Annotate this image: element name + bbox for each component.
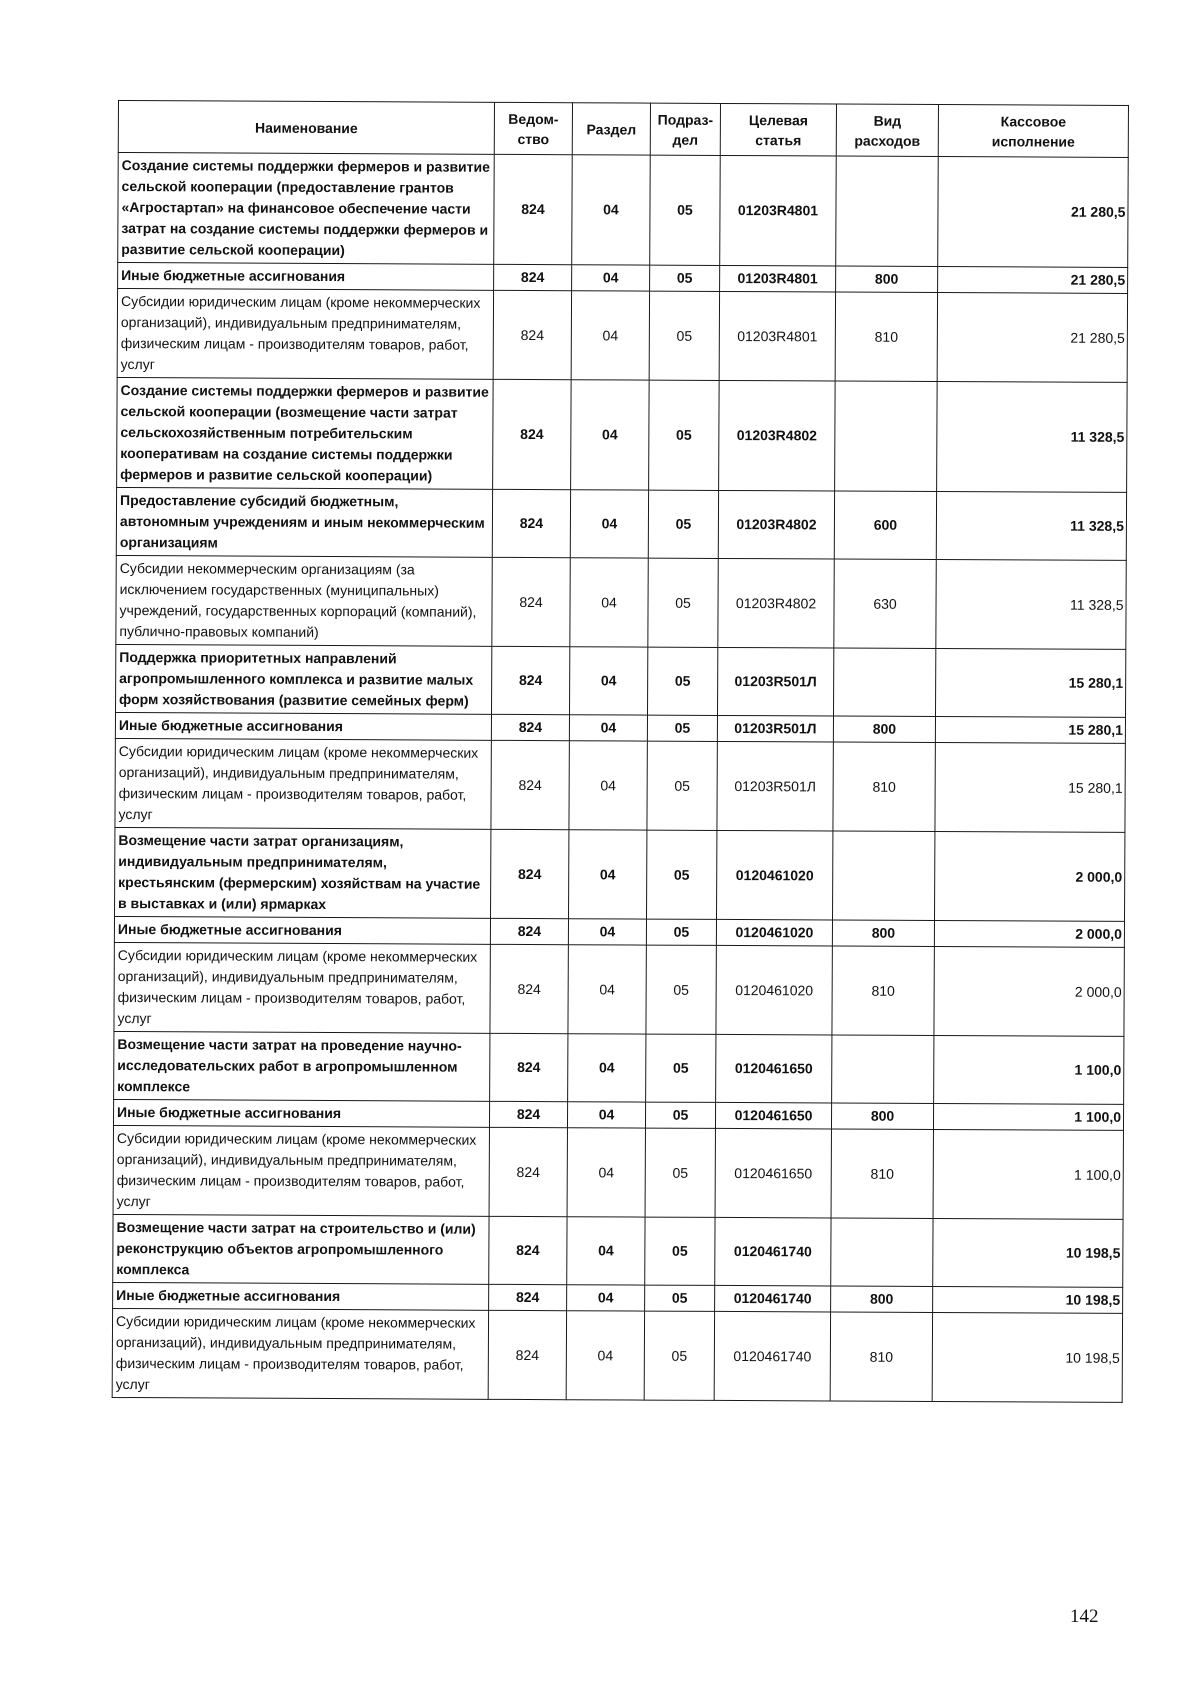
table-row — [117, 377, 1128, 492]
subsection-cell: 05 — [644, 1311, 714, 1400]
table-body — [112, 153, 1128, 1403]
expense-type-cell: 810 — [831, 1129, 933, 1218]
target-article-cell: 01203R4801 — [720, 155, 837, 266]
expense-type-cell: 810 — [833, 742, 935, 831]
section-cell: 04 — [569, 715, 647, 741]
target-article-cell: 01203R4802 — [718, 490, 834, 559]
row-name-cell: Возмещение части затрат организациям, индивидуальным предпринимателям, крестьянским (фермерским) хозяйствам на участие в выставках и (или) ярмарках — [115, 827, 491, 918]
cash-execution-cell: 21 280,5 — [937, 293, 1127, 383]
row-name-cell: Субсидии юридическим лицам (кроме некоммерческих организаций), индивидуальным предпринимателям, физическим лицам - производителям товаров, работ, услуг — [114, 942, 490, 1033]
expense-type-cell: 810 — [835, 292, 937, 381]
table-row — [113, 1125, 1123, 1219]
section-cell: 04 — [568, 919, 646, 945]
header-subsection: Подраз- дел — [650, 103, 720, 155]
department-cell: 824 — [489, 1284, 567, 1310]
cash-execution-cell: 21 280,5 — [938, 267, 1128, 294]
header-target-article: Целевая статья — [720, 103, 836, 156]
expense-type-cell: 800 — [832, 920, 934, 946]
cash-execution-cell: 10 198,5 — [933, 1218, 1123, 1287]
department-cell: 824 — [491, 740, 569, 829]
department-cell: 824 — [494, 154, 573, 264]
department-cell: 824 — [489, 1127, 567, 1216]
expense-type-cell — [831, 1218, 933, 1286]
row-name-cell: Возмещение части затрат на строительство и (или) реконструкцию объектов агропромышленного комплекса — [113, 1214, 489, 1284]
target-article-cell: 01203R501Л — [717, 647, 833, 716]
department-cell: 824 — [490, 944, 568, 1033]
target-article-cell: 0120461650 — [715, 1102, 831, 1129]
section-cell: 04 — [572, 155, 651, 265]
table-row — [112, 1308, 1122, 1402]
row-name-cell: Поддержка приоритетных направлений агропромышленного комплекса и развитие малых форм хозяйствования (развитие семейных ферм) — [116, 644, 492, 714]
row-name-cell: Субсидии юридическим лицам (кроме некоммерческих организаций), индивидуальным предпринимателям, физическим лицам - производителям товаров, работ, услуг — [112, 1308, 488, 1399]
expense-type-cell: 800 — [831, 1103, 933, 1129]
target-article-cell: 0120461020 — [717, 830, 833, 920]
subsection-cell: 05 — [649, 291, 719, 380]
target-article-cell: 0120461020 — [716, 945, 832, 1035]
expense-type-cell: 800 — [836, 266, 938, 292]
section-cell: 04 — [570, 647, 648, 715]
expense-type-cell: 810 — [832, 946, 934, 1035]
row-name-cell: Иные бюджетные ассигнования — [115, 712, 491, 740]
cash-execution-cell: 2 000,0 — [934, 946, 1124, 1036]
table-row — [118, 153, 1129, 268]
section-cell: 04 — [571, 380, 650, 490]
header-section: Раздел — [572, 103, 650, 155]
department-cell: 824 — [488, 1310, 566, 1399]
section-cell: 04 — [568, 1034, 646, 1102]
subsection-cell: 05 — [646, 1034, 716, 1102]
section-cell: 04 — [572, 265, 650, 291]
page-number: 142 — [1070, 1606, 1099, 1627]
cash-execution-cell: 11 328,5 — [936, 492, 1126, 561]
target-article-cell: 0120461650 — [715, 1128, 831, 1218]
cash-execution-cell: 11 328,5 — [937, 382, 1128, 493]
section-cell: 04 — [567, 1285, 645, 1311]
subsection-cell: 05 — [647, 715, 717, 741]
table-row — [116, 487, 1126, 560]
section-cell: 04 — [567, 1128, 645, 1217]
subsection-cell: 05 — [648, 490, 718, 558]
department-cell: 824 — [490, 918, 568, 944]
department-cell: 824 — [489, 1101, 567, 1127]
cash-execution-cell: 10 198,5 — [932, 1312, 1122, 1402]
target-article-cell: 01203R501Л — [717, 741, 833, 831]
subsection-cell: 05 — [650, 265, 720, 291]
subsection-cell: 05 — [647, 830, 717, 919]
subsection-cell: 05 — [648, 647, 718, 715]
section-cell: 04 — [568, 945, 646, 1034]
expense-type-cell — [833, 648, 935, 716]
row-name-cell: Субсидии некоммерческим организациям (за исключением государственных (муниципальных) учреждений, государственных корпораций (компаний), публично-правовых компаний) — [116, 555, 492, 646]
expense-type-cell: 800 — [831, 1286, 933, 1312]
subsection-cell: 05 — [648, 558, 718, 647]
table-row — [116, 644, 1126, 717]
row-name-cell: Создание системы поддержки фермеров и развитие сельской кооперации (возмещение части затрат сельскохозяйственным потребительским кооперативам на создание системы поддержки фермеров и развитие сельской кооперации) — [117, 377, 494, 489]
table-row — [114, 1031, 1124, 1104]
row-name-cell: Субсидии юридическим лицам (кроме некоммерческих организаций), индивидуальным предпринимателям, физическим лицам - производителям товаров, работ, услуг — [117, 289, 493, 380]
table-row — [115, 827, 1125, 921]
header-expense-type: Вид расходов — [836, 104, 938, 156]
target-article-cell: 01203R4802 — [718, 558, 834, 648]
target-article-cell: 0120461740 — [714, 1311, 830, 1401]
cash-execution-cell: 2 000,0 — [935, 832, 1125, 922]
target-article-cell: 0120461740 — [715, 1217, 831, 1286]
row-name-cell: Создание системы поддержки фермеров и развитие сельской кооперации (предоставление грантов «Агростартап» на финансовое обеспечение части затрат на создание системы поддержки фермеров и развитие сельской кооперации) — [118, 153, 495, 265]
section-cell: 04 — [569, 741, 647, 830]
department-cell: 824 — [493, 379, 572, 489]
department-cell: 824 — [494, 264, 572, 290]
table-row — [114, 942, 1124, 1036]
expense-type-cell: 810 — [830, 1312, 932, 1401]
expense-type-cell — [832, 1035, 934, 1103]
expense-type-cell: 800 — [833, 716, 935, 742]
section-cell: 04 — [567, 1217, 645, 1285]
section-cell: 04 — [570, 558, 648, 647]
department-cell: 824 — [491, 714, 569, 740]
cash-execution-cell: 1 100,0 — [933, 1129, 1123, 1219]
subsection-cell: 05 — [645, 1102, 715, 1128]
table-row — [117, 289, 1127, 383]
subsection-cell: 05 — [645, 1217, 715, 1285]
section-cell: 04 — [571, 291, 649, 380]
section-cell: 04 — [567, 1102, 645, 1128]
cash-execution-cell: 21 280,5 — [938, 157, 1129, 268]
department-cell: 824 — [489, 1216, 567, 1284]
row-name-cell: Субсидии юридическим лицам (кроме некоммерческих организаций), индивидуальным предпринимателям, физическим лицам - производителям товаров, работ, услуг — [115, 738, 491, 829]
row-name-cell: Иные бюджетные ассигнования — [118, 263, 494, 291]
target-article-cell: 01203R4802 — [719, 380, 836, 491]
cash-execution-cell: 10 198,5 — [933, 1286, 1123, 1313]
cash-execution-cell: 11 328,5 — [936, 560, 1126, 650]
expense-type-cell — [833, 831, 935, 920]
cash-execution-cell: 1 100,0 — [933, 1103, 1123, 1130]
cash-execution-cell: 2 000,0 — [934, 920, 1124, 947]
section-cell: 04 — [569, 830, 647, 919]
table-row — [113, 1214, 1123, 1287]
row-name-cell: Иные бюджетные ассигнования — [114, 916, 490, 944]
row-name-cell: Субсидии юридическим лицам (кроме некоммерческих организаций), индивидуальным предпринимателям, физическим лицам - производителям товаров, работ, услуг — [113, 1125, 489, 1216]
subsection-cell: 05 — [645, 1128, 715, 1217]
target-article-cell: 0120461650 — [716, 1034, 832, 1103]
department-cell: 824 — [491, 829, 569, 918]
cash-execution-cell: 15 280,1 — [935, 649, 1125, 718]
department-cell: 824 — [492, 557, 570, 646]
budget-table — [112, 100, 1129, 1403]
target-article-cell: 01203R4801 — [720, 265, 836, 292]
subsection-cell: 05 — [645, 1285, 715, 1311]
target-article-cell: 0120461020 — [716, 919, 832, 946]
subsection-cell: 05 — [646, 945, 716, 1034]
target-article-cell: 01203R4801 — [719, 291, 835, 381]
row-name-cell: Иные бюджетные ассигнования — [113, 1099, 489, 1127]
table-row — [115, 738, 1125, 832]
department-cell: 824 — [493, 290, 571, 379]
row-name-cell: Возмещение части затрат на проведение научно-исследовательских работ в агропромышленном комплексе — [114, 1031, 490, 1101]
subsection-cell: 05 — [649, 380, 720, 490]
department-cell: 824 — [490, 1033, 568, 1101]
subsection-cell: 05 — [646, 919, 716, 945]
cash-execution-cell: 15 280,1 — [935, 717, 1125, 744]
expense-type-cell — [836, 156, 939, 266]
row-name-cell: Иные бюджетные ассигнования — [113, 1282, 489, 1310]
cash-execution-cell: 15 280,1 — [935, 743, 1125, 833]
target-article-cell: 01203R501Л — [717, 715, 833, 742]
subsection-cell: 05 — [647, 741, 717, 830]
department-cell: 824 — [492, 489, 570, 557]
header-department: Ведом- ство — [494, 102, 572, 154]
expense-type-cell: 600 — [834, 491, 936, 559]
department-cell: 824 — [492, 646, 570, 714]
section-cell: 04 — [566, 1311, 644, 1400]
header-row — [118, 101, 1128, 158]
subsection-cell: 05 — [650, 155, 721, 265]
section-cell: 04 — [570, 490, 648, 558]
cash-execution-cell: 1 100,0 — [934, 1035, 1124, 1104]
table-row — [116, 555, 1126, 649]
expense-type-cell — [835, 381, 938, 491]
header-cash-execution: Кассовое исполнение — [938, 105, 1128, 158]
row-name-cell: Предоставление субсидий бюджетным, автономным учреждениям и иным некоммерческим организациям — [116, 487, 492, 557]
target-article-cell: 0120461740 — [715, 1285, 831, 1312]
header-name: Наименование — [118, 101, 494, 155]
expense-type-cell: 630 — [834, 559, 936, 648]
